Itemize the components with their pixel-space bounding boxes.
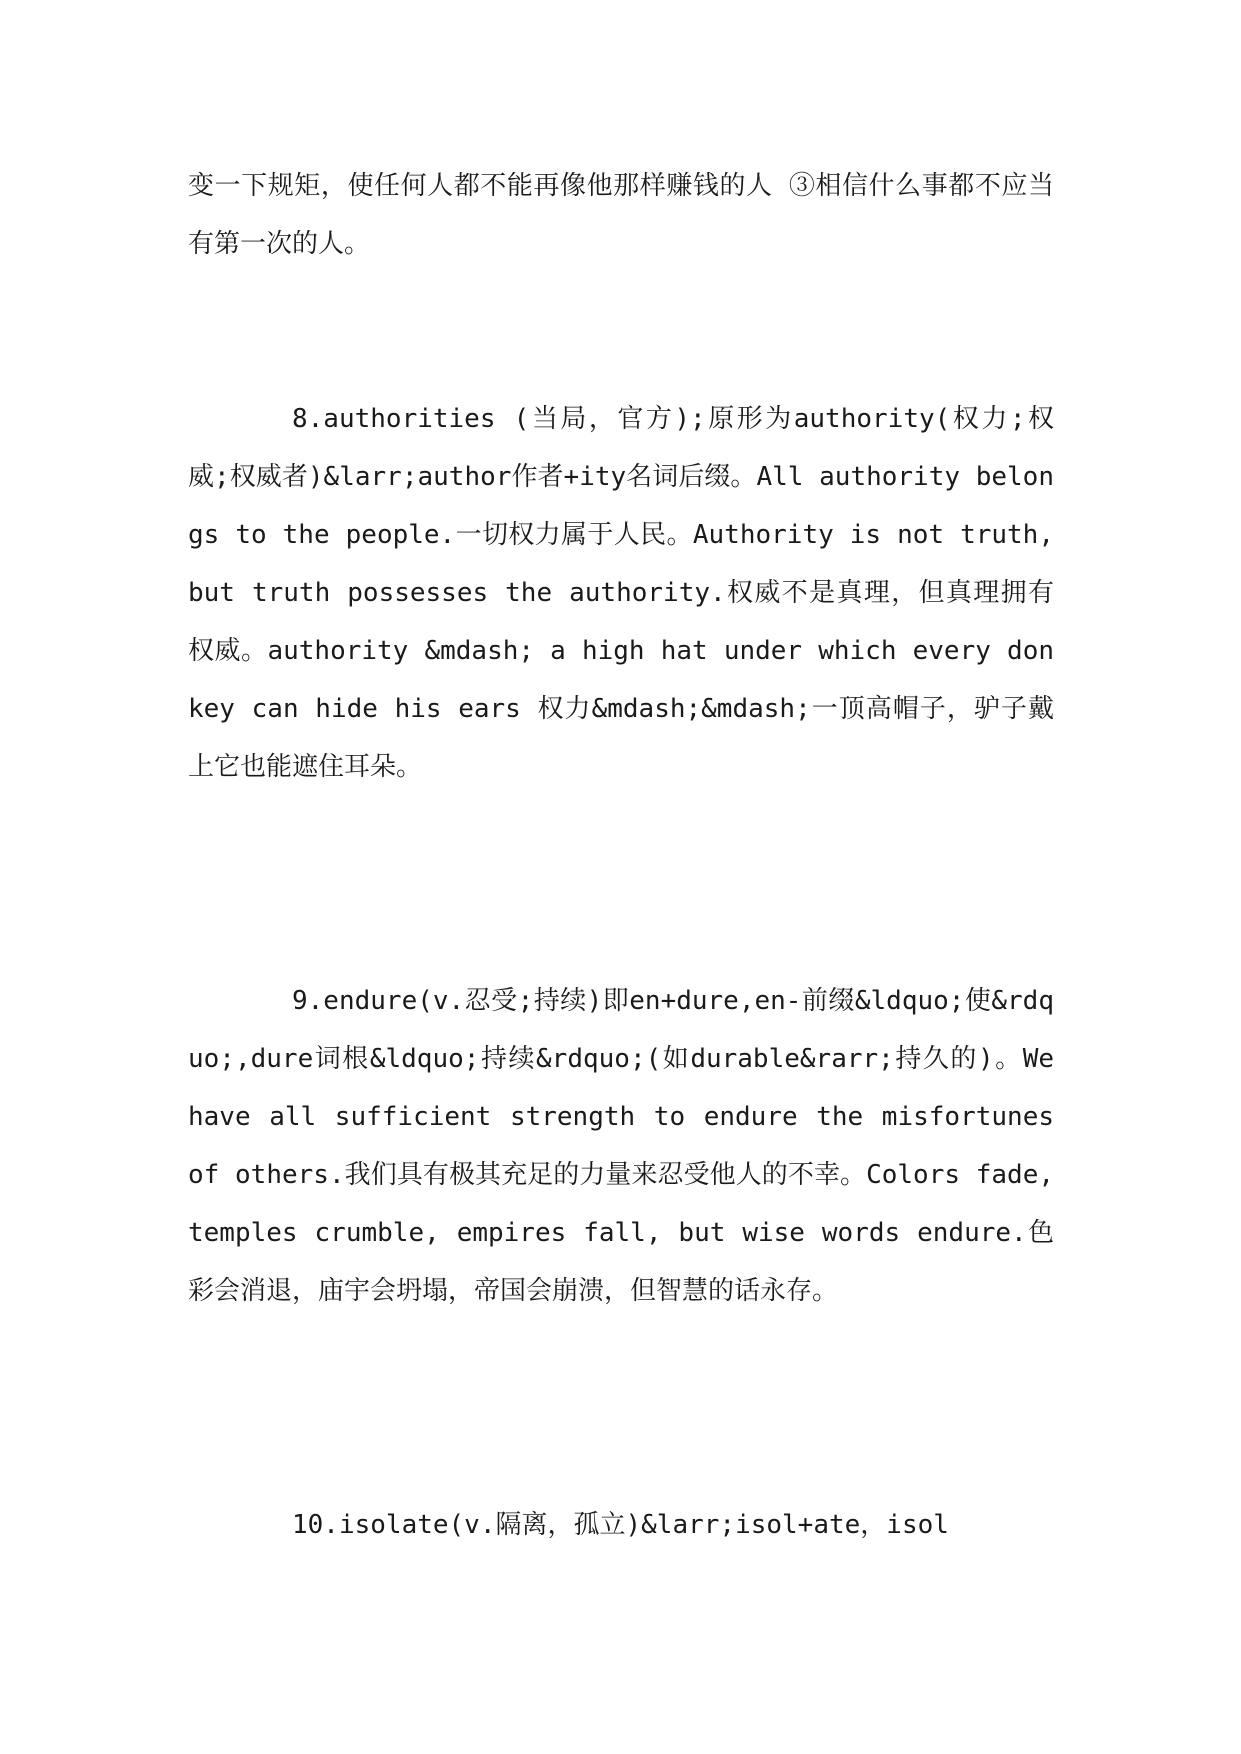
paragraph-text: 9.endure(v.忍受;持续)即en+dure,en-前缀&ldquo;使&rdquo;,dure词根&ldquo;持续&rdquo;(如durable&rarr;持久的)。We have all sufficient strength to endure the misfortunes of others.我们具有极其充足的力量来忍受他人的不幸。Colors fade, temples crumble, empires fall, but wise words endure.色彩会消退，庙宇会坍塌，帝国会崩溃，但智慧的话永存。 (188, 986, 1054, 1306)
paragraph-entry-authorities (188, 390, 1054, 796)
paragraph-entry-isolate (188, 1496, 1054, 1554)
paragraph-text: 变一下规矩，使任何人都不能再像他那样赚钱的人 ③相信什么事都不应当有第一次的人。 (188, 171, 1054, 259)
paragraph-entry-endure (188, 972, 1054, 1320)
paragraph-text: 10.isolate(v.隔离，孤立)&larr;isol+ate，isol (292, 1510, 949, 1540)
paragraph-continuation (188, 157, 1054, 273)
paragraph-text: 8.authorities (当局，官方);原形为authority(权力;权威;权威者)&larr;author作者+ity名词后缀。All authority belongs to the people.一切权力属于人民。Authority is not truth, but truth possesses the authority.权威不是真理，但真理拥有权威。authority &mdash; a high hat under which every donkey can hide his ears 权力&mdash;&mdash;一顶高帽子，驴子戴上它也能遮住耳朵。 (188, 404, 1054, 782)
